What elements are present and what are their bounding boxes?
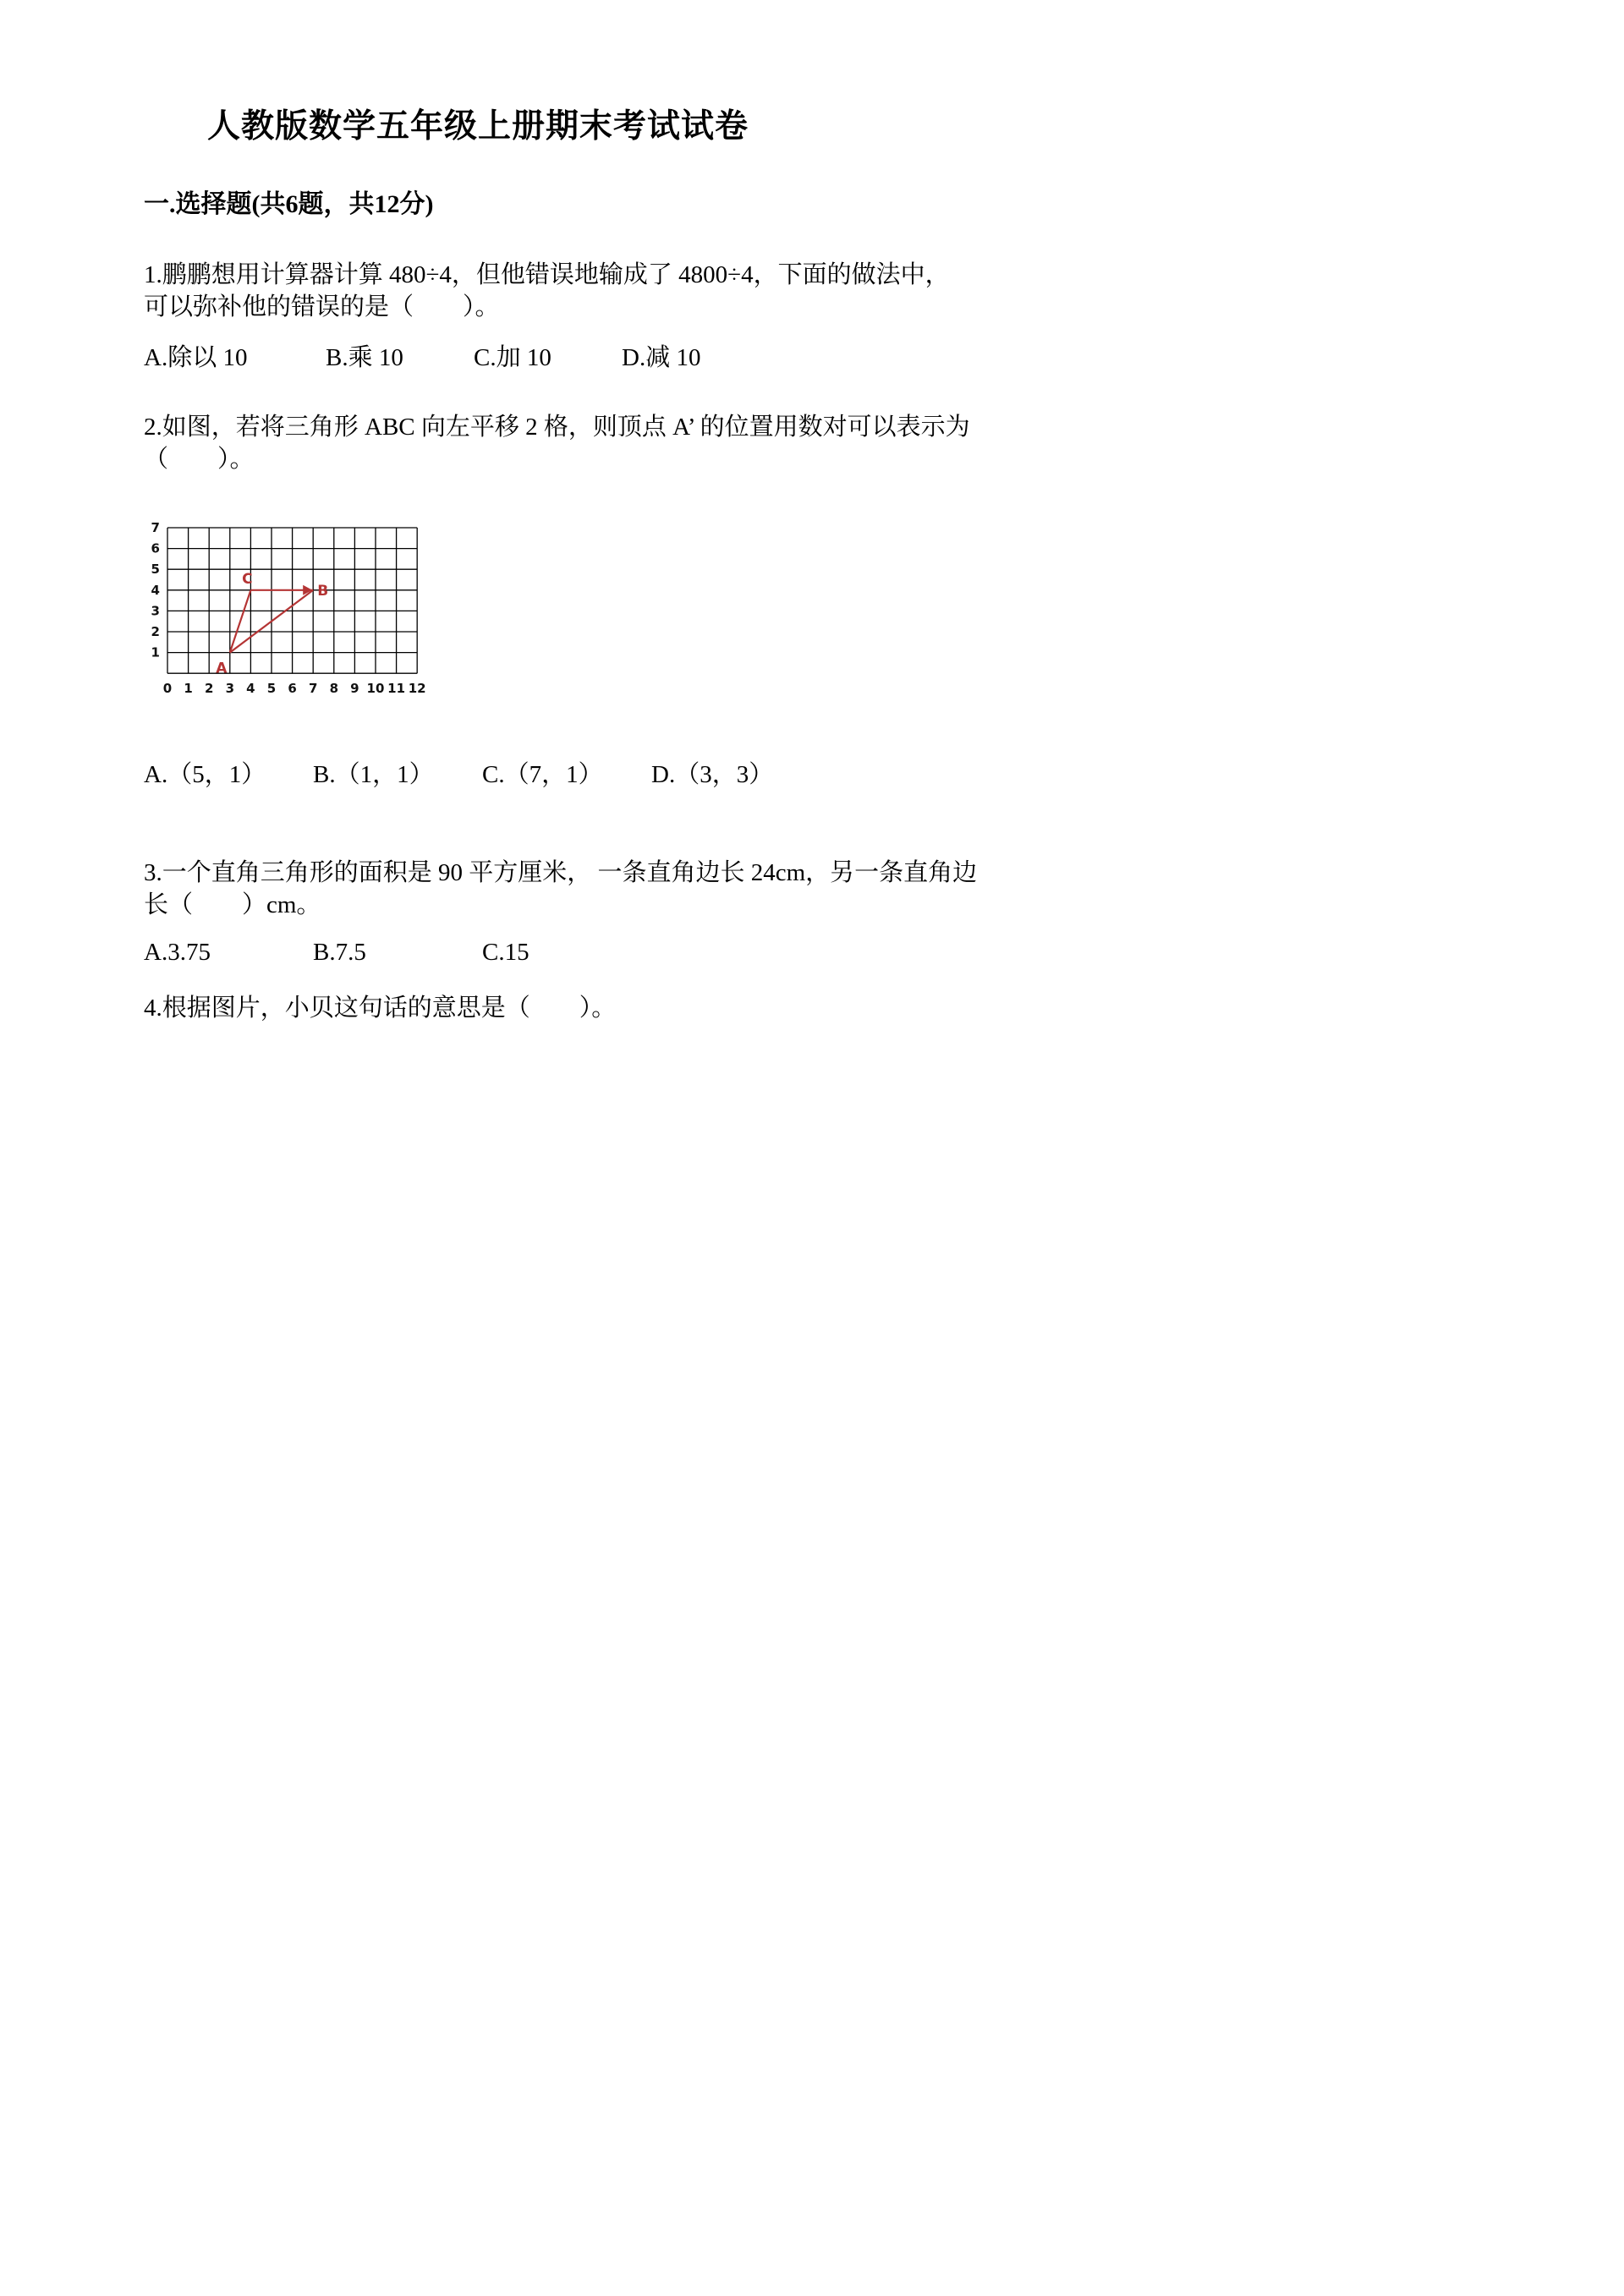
coordinate-grid-figure — [144, 521, 812, 706]
svg-text:5: 5 — [151, 562, 161, 578]
question-2-option-b: B.（1，1） — [313, 761, 434, 789]
svg-text:12: 12 — [408, 681, 426, 697]
svg-text:1: 1 — [151, 644, 161, 660]
question-3-line2: 长（ ）cm。 — [144, 891, 321, 919]
question-2-options — [144, 760, 812, 789]
svg-text:7: 7 — [151, 521, 161, 535]
question-1-options — [144, 343, 812, 372]
page-title: 人教版数学五年级上册期末考试试卷 — [206, 108, 749, 145]
svg-text:6: 6 — [288, 681, 297, 697]
question-1 — [144, 259, 950, 372]
svg-text:1: 1 — [184, 681, 193, 697]
svg-text:9: 9 — [350, 681, 359, 697]
coordinate-grid — [144, 521, 431, 702]
svg-text:0: 0 — [162, 681, 173, 697]
svg-text:2: 2 — [204, 681, 214, 697]
svg-text:4: 4 — [151, 582, 161, 598]
question-2-line2: （ ）。 — [144, 446, 255, 473]
svg-text:3: 3 — [225, 681, 235, 697]
question-3-option-c: C.15 — [482, 939, 529, 967]
question-4 — [144, 992, 812, 1024]
svg-text:3: 3 — [151, 603, 161, 619]
svg-text:10: 10 — [366, 681, 385, 697]
svg-text:2: 2 — [151, 623, 161, 639]
question-3 — [144, 857, 978, 967]
exam-content — [144, 100, 978, 1024]
svg-text:8: 8 — [329, 681, 339, 697]
question-2-option-c: C.（7，1） — [482, 761, 603, 789]
question-1-option-b: B.乘 10 — [326, 344, 403, 371]
svg-text:4: 4 — [246, 681, 255, 697]
question-1-line1: 1.鹏鹏想用计算器计算 480÷4，但他错误地输成了 4800÷4，下面的做法中， — [144, 261, 950, 288]
question-1-option-d: D.减 10 — [622, 344, 701, 371]
svg-text:6: 6 — [151, 540, 161, 556]
svg-text:7: 7 — [308, 681, 318, 697]
svg-text:C: C — [242, 570, 253, 588]
question-3-option-a: A.3.75 — [144, 939, 211, 967]
question-3-option-b: B.7.5 — [313, 939, 366, 967]
section-heading: 一.选择题(共6题，共12分) — [144, 190, 434, 218]
question-1-option-c: C.加 10 — [474, 344, 551, 371]
question-2 — [144, 411, 970, 789]
question-2-line1: 2.如图，若将三角形 ABC 向左平移 2 格，则顶点 A’ 的位置用数对可以表示为 — [144, 414, 970, 441]
question-3-options — [144, 938, 812, 967]
question-3-line1: 3.一个直角三角形的面积是 90 平方厘米， 一条直角边长 24cm，另一条直角边 — [144, 859, 978, 887]
question-2-option-d: D.（3，3） — [651, 761, 774, 789]
svg-text:B: B — [317, 582, 329, 600]
question-1-option-a: A.除以 10 — [144, 344, 248, 371]
svg-text:A: A — [216, 660, 228, 677]
svg-text:11: 11 — [387, 681, 406, 697]
svg-text:5: 5 — [266, 681, 277, 697]
question-2-option-a: A.（5，1） — [144, 761, 266, 789]
question-1-line2: 可以弥补他的错误的是（ ）。 — [144, 293, 500, 321]
question-4-line1: 4.根据图片，小贝这句话的意思是（ ）。 — [144, 995, 617, 1022]
